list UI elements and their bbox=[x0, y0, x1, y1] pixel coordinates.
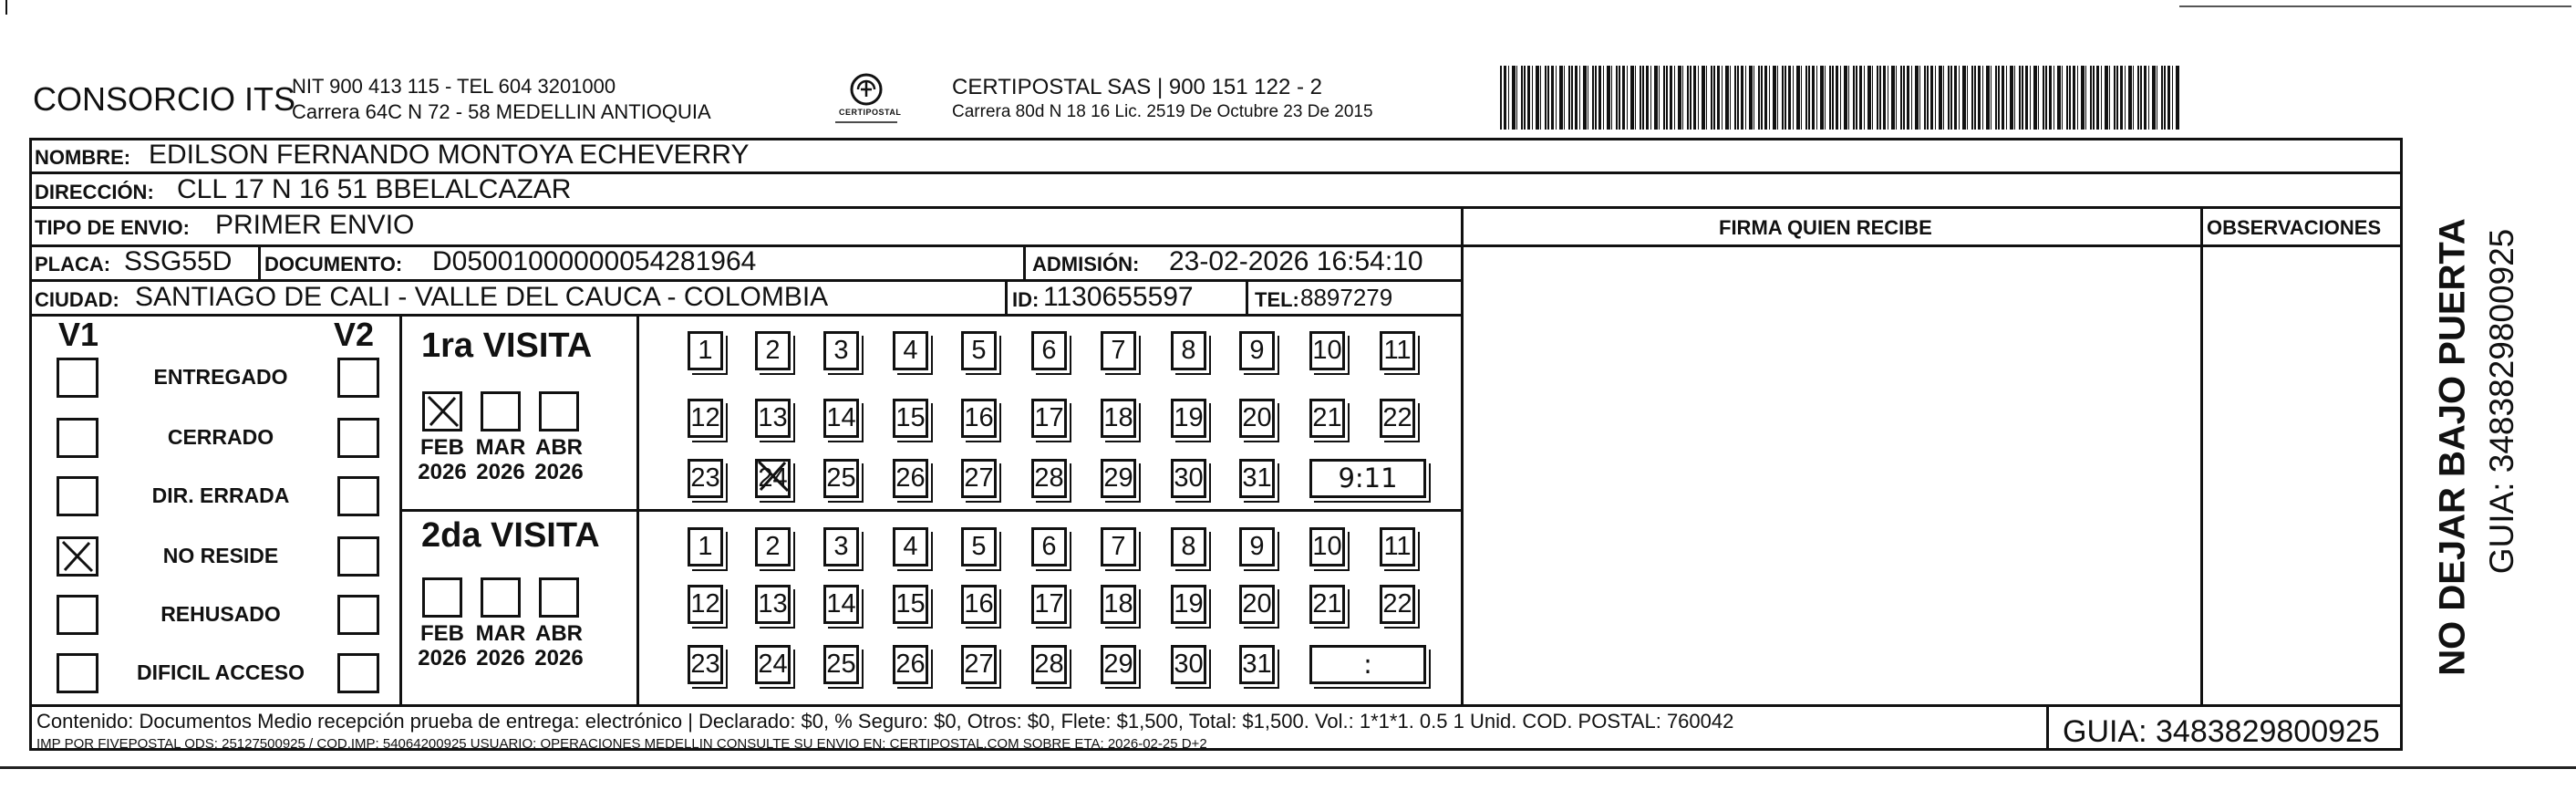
month-checkbox[interactable] bbox=[539, 391, 579, 431]
status-v2-checkbox[interactable] bbox=[337, 418, 379, 458]
month-name: ABR bbox=[535, 435, 583, 460]
day-box[interactable]: 23 bbox=[688, 645, 723, 684]
placa-divider bbox=[258, 244, 261, 279]
day-box[interactable]: 10 bbox=[1309, 331, 1345, 370]
month-checkbox[interactable] bbox=[481, 391, 521, 431]
day-box[interactable]: 19 bbox=[1171, 585, 1206, 624]
month-name: MAR bbox=[475, 435, 526, 460]
barcode bbox=[1500, 66, 2179, 130]
day-box[interactable]: 23 bbox=[688, 459, 723, 498]
day-box[interactable]: 11 bbox=[1380, 331, 1415, 370]
month-year: 2026 bbox=[534, 460, 584, 484]
day-box[interactable]: 19 bbox=[1171, 399, 1206, 438]
certipostal-logo bbox=[830, 69, 903, 126]
month-year: 2026 bbox=[418, 646, 467, 670]
time-box[interactable]: : bbox=[1309, 645, 1426, 684]
frame-right bbox=[2400, 138, 2403, 751]
status-v2-checkbox[interactable] bbox=[337, 476, 379, 516]
observaciones-header: OBSERVACIONES bbox=[2207, 216, 2382, 239]
month-name: FEB bbox=[420, 435, 464, 460]
ciudad-label: CIUDAD: bbox=[35, 288, 119, 311]
month-checkbox[interactable] bbox=[481, 577, 521, 618]
day-box[interactable]: 13 bbox=[755, 585, 791, 624]
month-label bbox=[472, 435, 529, 484]
status-v2-checkbox[interactable] bbox=[337, 358, 379, 398]
nombre-label: NOMBRE: bbox=[35, 146, 131, 169]
day-box[interactable]: 7 bbox=[1101, 331, 1136, 370]
day-box[interactable]: 28 bbox=[1031, 459, 1067, 498]
tel-value: 8897279 bbox=[1300, 284, 1393, 311]
month-year: 2026 bbox=[534, 646, 584, 670]
footer-guia-divider bbox=[2046, 704, 2049, 750]
day-box[interactable]: 24 bbox=[755, 459, 791, 498]
time-box[interactable]: 9:11 bbox=[1309, 459, 1426, 498]
status-v1-checkbox[interactable] bbox=[57, 536, 98, 577]
status-v1-checkbox[interactable] bbox=[57, 418, 98, 458]
day-box[interactable]: 9 bbox=[1239, 331, 1275, 370]
admision-value: 23-02-2026 16:54:10 bbox=[1169, 246, 1423, 276]
firma-header-line bbox=[1461, 244, 2403, 247]
status-v1-checkbox[interactable] bbox=[57, 476, 98, 516]
certi-line2: Carrera 80d N 18 16 Lic. 2519 De Octubre 23 De 2015 bbox=[952, 102, 1373, 121]
status-v1-checkbox[interactable] bbox=[57, 595, 98, 635]
day-box[interactable]: 30 bbox=[1171, 459, 1206, 498]
day-box[interactable]: 26 bbox=[893, 459, 928, 498]
day-box[interactable]: 20 bbox=[1239, 399, 1275, 438]
day-box[interactable]: 22 bbox=[1380, 585, 1415, 624]
day-box[interactable]: 17 bbox=[1031, 585, 1067, 624]
placa-value: SSG55D bbox=[124, 246, 233, 276]
day-box[interactable]: 21 bbox=[1309, 585, 1345, 624]
admision-label: ADMISIÓN: bbox=[1032, 253, 1140, 275]
id-label: ID: bbox=[1012, 288, 1040, 311]
day-box[interactable]: 27 bbox=[961, 645, 997, 684]
day-box[interactable]: 6 bbox=[1031, 331, 1067, 370]
status-label: CERRADO bbox=[167, 425, 274, 449]
day-box[interactable]: 16 bbox=[961, 399, 997, 438]
direccion-value: CLL 17 N 16 51 BBELALCAZAR bbox=[177, 174, 572, 204]
nombre-value: EDILSON FERNANDO MONTOYA ECHEVERRY bbox=[149, 140, 750, 170]
day-box[interactable]: 2 bbox=[755, 331, 791, 370]
ciudad-value: SANTIAGO DE CALI - VALLE DEL CAUCA - COLOMBIA bbox=[135, 282, 829, 312]
side-notice: NO DEJAR BAJO PUERTA bbox=[2432, 218, 2473, 676]
day-box[interactable]: 15 bbox=[893, 399, 928, 438]
footer-guia: GUIA: 3483829800925 bbox=[2063, 714, 2380, 749]
month-name: ABR bbox=[535, 621, 583, 646]
day-box[interactable]: 27 bbox=[961, 459, 997, 498]
day-box[interactable]: 8 bbox=[1171, 527, 1206, 567]
status-v1-checkbox[interactable] bbox=[57, 653, 98, 693]
month-name: FEB bbox=[420, 621, 464, 646]
day-box[interactable]: 29 bbox=[1101, 645, 1136, 684]
id-divider bbox=[1005, 279, 1008, 314]
day-box[interactable]: 2 bbox=[755, 527, 791, 567]
day-box[interactable]: 31 bbox=[1239, 645, 1275, 684]
firma-header: FIRMA QUIEN RECIBE bbox=[1719, 216, 1932, 239]
day-box[interactable]: 7 bbox=[1101, 527, 1136, 567]
month-year: 2026 bbox=[418, 460, 467, 484]
day-box[interactable]: 12 bbox=[688, 399, 723, 438]
month-label bbox=[414, 621, 471, 670]
day-box[interactable]: 4 bbox=[893, 527, 928, 567]
row-line-5 bbox=[29, 314, 1464, 317]
month-year: 2026 bbox=[476, 646, 525, 670]
day-box[interactable]: 20 bbox=[1239, 585, 1275, 624]
day-box[interactable]: 5 bbox=[961, 527, 997, 567]
day-box[interactable]: 16 bbox=[961, 585, 997, 624]
row-line-2 bbox=[29, 206, 2403, 209]
v1-label: V1 bbox=[58, 316, 99, 353]
status-label: ENTREGADO bbox=[153, 365, 288, 389]
tel-divider bbox=[1246, 279, 1248, 314]
top-edge-mark bbox=[5, 0, 7, 15]
month-label bbox=[414, 435, 471, 484]
day-box[interactable]: 9 bbox=[1239, 527, 1275, 567]
day-box[interactable]: 22 bbox=[1380, 399, 1415, 438]
firma-left-border bbox=[1461, 206, 1464, 706]
day-box[interactable]: 13 bbox=[755, 399, 791, 438]
status-label: DIFICIL ACCESO bbox=[136, 660, 305, 684]
day-box[interactable]: 14 bbox=[823, 585, 859, 624]
month-checkbox[interactable] bbox=[539, 577, 579, 618]
month-label bbox=[472, 621, 529, 670]
day-box[interactable]: 26 bbox=[893, 645, 928, 684]
footer-line1: Contenido: Documentos Medio recepción prueba de entrega: electrónico | Declarado: $0, % Seguro: $0, Otros: $0, Flete: $1,500, Total: $1,500. Vol.: 1*1*1. 0.5 1 Unid. COD. POSTAL: 760042 bbox=[36, 710, 1734, 733]
day-check-mark bbox=[755, 459, 791, 494]
day-box[interactable]: 25 bbox=[823, 459, 859, 498]
tel-label: TEL: bbox=[1255, 288, 1299, 311]
logo-text: CERTIPOSTAL bbox=[839, 108, 902, 117]
day-box[interactable]: 6 bbox=[1031, 527, 1067, 567]
bottom-edge-line bbox=[0, 766, 2576, 769]
day-box[interactable]: 28 bbox=[1031, 645, 1067, 684]
status-label: REHUSADO bbox=[160, 602, 281, 626]
month-checkbox[interactable] bbox=[422, 577, 462, 618]
visit2-title: 2da VISITA bbox=[421, 516, 600, 555]
certi-line1: CERTIPOSTAL SAS | 900 151 122 - 2 bbox=[952, 75, 1322, 99]
day-box[interactable]: 3 bbox=[823, 331, 859, 370]
month-checkbox[interactable] bbox=[422, 391, 462, 431]
day-box[interactable]: 24 bbox=[755, 645, 791, 684]
day-box[interactable]: 29 bbox=[1101, 459, 1136, 498]
observaciones-left-border bbox=[2200, 206, 2203, 706]
company-name: CONSORCIO ITS bbox=[33, 80, 296, 118]
day-box[interactable]: 11 bbox=[1380, 527, 1415, 567]
day-box[interactable]: 31 bbox=[1239, 459, 1275, 498]
day-box[interactable]: 17 bbox=[1031, 399, 1067, 438]
day-box[interactable]: 5 bbox=[961, 331, 997, 370]
status-v2-checkbox[interactable] bbox=[337, 653, 379, 693]
day-box[interactable]: 15 bbox=[893, 585, 928, 624]
side-guia: GUIA: 3483829800925 bbox=[2483, 228, 2520, 575]
id-value: 1130655597 bbox=[1043, 282, 1194, 312]
placa-label: PLACA: bbox=[35, 253, 111, 275]
day-box[interactable]: 25 bbox=[823, 645, 859, 684]
day-box[interactable]: 3 bbox=[823, 527, 859, 567]
v2-label: V2 bbox=[334, 316, 375, 353]
day-box[interactable]: 14 bbox=[823, 399, 859, 438]
company-line1: NIT 900 413 115 - TEL 604 3201000 bbox=[292, 75, 616, 98]
top-edge-line bbox=[2179, 5, 2571, 7]
visit-split-line bbox=[399, 509, 1464, 512]
day-box[interactable]: 4 bbox=[893, 331, 928, 370]
status-label: DIR. ERRADA bbox=[151, 483, 290, 507]
month-label bbox=[531, 435, 587, 484]
month-year: 2026 bbox=[476, 460, 525, 484]
day-box[interactable]: 18 bbox=[1101, 399, 1136, 438]
status-v2-checkbox[interactable] bbox=[337, 536, 379, 577]
tipo-value: PRIMER ENVIO bbox=[215, 210, 415, 240]
day-box[interactable]: 12 bbox=[688, 585, 723, 624]
admision-divider bbox=[1023, 244, 1026, 279]
day-box[interactable]: 21 bbox=[1309, 399, 1345, 438]
visit1-title: 1ra VISITA bbox=[421, 327, 593, 365]
day-box[interactable]: 1 bbox=[688, 527, 723, 567]
company-line2: Carrera 64C N 72 - 58 MEDELLIN ANTIOQUIA bbox=[292, 100, 711, 123]
day-box[interactable]: 1 bbox=[688, 331, 723, 370]
documento-value: D05001000000054281964 bbox=[432, 246, 757, 276]
month-label bbox=[531, 621, 587, 670]
status-v2-checkbox[interactable] bbox=[337, 595, 379, 635]
day-box[interactable]: 8 bbox=[1171, 331, 1206, 370]
documento-label: DOCUMENTO: bbox=[264, 253, 403, 275]
day-box[interactable]: 30 bbox=[1171, 645, 1206, 684]
month-name: MAR bbox=[475, 621, 526, 646]
direccion-label: DIRECCIÓN: bbox=[35, 181, 154, 203]
day-box[interactable]: 18 bbox=[1101, 585, 1136, 624]
frame-left bbox=[29, 138, 32, 751]
status-label: NO RESIDE bbox=[162, 544, 279, 567]
tipo-label: TIPO DE ENVIO: bbox=[35, 216, 190, 239]
day-box[interactable]: 10 bbox=[1309, 527, 1345, 567]
status-v1-checkbox[interactable] bbox=[57, 358, 98, 398]
footer-line2: IMP POR FIVEPOSTAL ODS: 25127500925 / COD.IMP: 54064200925 USUARIO: OPERACIONES MEDELLIN CONSULTE SU ENVIO EN: CERTIPOSTAL.COM SOBRE ETA: 2026-02-25 D+2 bbox=[36, 736, 1207, 752]
